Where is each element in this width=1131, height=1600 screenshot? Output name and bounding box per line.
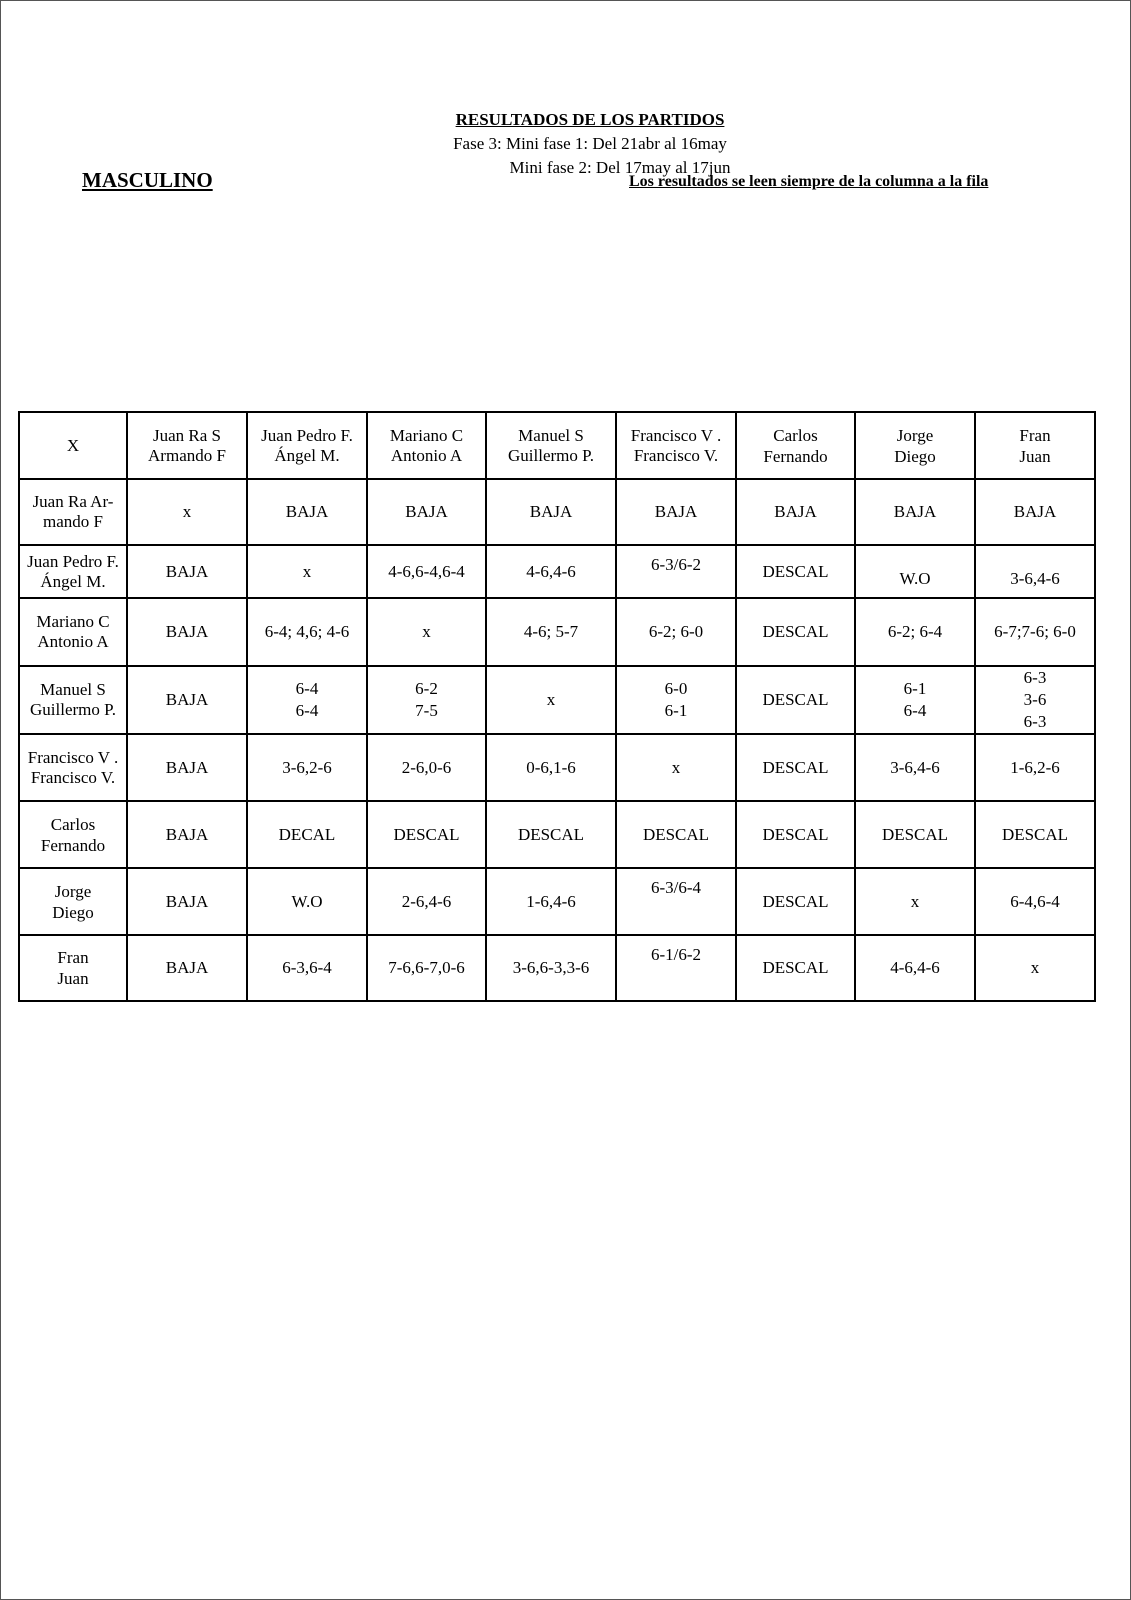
result-cell: DESCAL: [855, 801, 975, 868]
result-cell: DESCAL: [736, 868, 855, 935]
table-row: [19, 545, 1095, 598]
table-row: [19, 666, 1095, 734]
result-cell: DESCAL: [616, 801, 736, 868]
result-cell: 4-6; 5-7: [486, 598, 616, 666]
result-cell: BAJA: [127, 801, 247, 868]
result-cell: x: [486, 666, 616, 734]
result-cell: BAJA: [855, 479, 975, 545]
result-cell: 4-6,4-6: [855, 935, 975, 1001]
result-cell: DESCAL: [486, 801, 616, 868]
result-cell: x: [127, 479, 247, 545]
category-label: MASCULINO: [82, 168, 213, 192]
result-cell: 3-6,4-6: [975, 545, 1095, 598]
result-cell: 6-3/6-4: [616, 868, 736, 935]
phase-line-2: Mini fase 2: Del 17may al 17jun: [509, 158, 731, 177]
result-cell: BAJA: [736, 479, 855, 545]
result-cell: 3-6,2-6: [247, 734, 367, 801]
result-cell: BAJA: [616, 479, 736, 545]
result-cell: DESCAL: [736, 545, 855, 598]
result-cell: BAJA: [247, 479, 367, 545]
table-row: [19, 868, 1095, 935]
result-cell: W.O: [855, 545, 975, 598]
result-cell: 1-6,2-6: [975, 734, 1095, 801]
result-cell: DESCAL: [736, 935, 855, 1001]
result-cell: 6-0 6-1: [616, 666, 736, 734]
result-cell: DECAL: [247, 801, 367, 868]
row-header: Francisco V . Francisco V.: [19, 734, 127, 801]
result-cell: BAJA: [975, 479, 1095, 545]
results-table: [18, 411, 1096, 1002]
header-row: [19, 412, 1095, 479]
result-cell: BAJA: [367, 479, 486, 545]
result-cell: 6-2 7-5: [367, 666, 486, 734]
row-header: Manuel S Guillermo P.: [19, 666, 127, 734]
result-cell: BAJA: [127, 598, 247, 666]
result-cell: W.O: [247, 868, 367, 935]
result-cell: DESCAL: [736, 666, 855, 734]
corner-cell: X: [19, 412, 127, 479]
result-cell: 4-6,6-4,6-4: [367, 545, 486, 598]
result-cell: DESCAL: [736, 734, 855, 801]
document-title: RESULTADOS DE LOS PARTIDOS: [455, 110, 725, 129]
column-header: Manuel S Guillermo P.: [486, 412, 616, 479]
result-cell: 4-6,4-6: [486, 545, 616, 598]
row-header: Juan Pedro F. Ángel M.: [19, 545, 127, 598]
result-cell: 6-4; 4,6; 4-6: [247, 598, 367, 666]
column-header: Carlos Fernando: [736, 412, 855, 479]
result-cell: 6-3,6-4: [247, 935, 367, 1001]
result-cell: x: [975, 935, 1095, 1001]
column-header: Jorge Diego: [855, 412, 975, 479]
column-header: Juan Pedro F. Ángel M.: [247, 412, 367, 479]
table-row: [19, 734, 1095, 801]
result-cell: x: [247, 545, 367, 598]
row-header: Fran Juan: [19, 935, 127, 1001]
row-header: Mariano C Antonio A: [19, 598, 127, 666]
result-cell: 2-6,4-6: [367, 868, 486, 935]
result-cell: BAJA: [127, 545, 247, 598]
table-row: [19, 801, 1095, 868]
row-header: Juan Ra Ar- mando F: [19, 479, 127, 545]
table-row: [19, 935, 1095, 1001]
result-cell: BAJA: [127, 666, 247, 734]
result-cell: 6-4 6-4: [247, 666, 367, 734]
result-cell: 6-3/6-2: [616, 545, 736, 598]
result-cell: DESCAL: [975, 801, 1095, 868]
result-cell: x: [855, 868, 975, 935]
result-cell: 6-1/6-2: [616, 935, 736, 1001]
result-cell: DESCAL: [736, 598, 855, 666]
row-header: Carlos Fernando: [19, 801, 127, 868]
result-cell: 6-2; 6-4: [855, 598, 975, 666]
result-cell: 3-6,6-3,3-6: [486, 935, 616, 1001]
result-cell: 6-7;7-6; 6-0: [975, 598, 1095, 666]
row-header: Jorge Diego: [19, 868, 127, 935]
result-cell: BAJA: [127, 734, 247, 801]
result-cell: 6-1 6-4: [855, 666, 975, 734]
column-header: Francisco V . Francisco V.: [616, 412, 736, 479]
column-header: Mariano C Antonio A: [367, 412, 486, 479]
result-cell: 6-3 3-6 6-3: [975, 666, 1095, 734]
phase-line-1: Fase 3: Mini fase 1: Del 21abr al 16may: [453, 134, 727, 153]
result-cell: 7-6,6-7,0-6: [367, 935, 486, 1001]
result-cell: 0-6,1-6: [486, 734, 616, 801]
result-cell: 6-4,6-4: [975, 868, 1095, 935]
result-cell: 1-6,4-6: [486, 868, 616, 935]
table-row: [19, 479, 1095, 545]
result-cell: BAJA: [127, 935, 247, 1001]
result-cell: x: [367, 598, 486, 666]
column-header: Fran Juan: [975, 412, 1095, 479]
result-cell: BAJA: [486, 479, 616, 545]
table-row: [19, 598, 1095, 666]
result-cell: BAJA: [127, 868, 247, 935]
result-cell: x: [616, 734, 736, 801]
result-cell: 3-6,4-6: [855, 734, 975, 801]
result-cell: DESCAL: [736, 801, 855, 868]
reading-note: Los resultados se leen siempre de la columna a la fila: [629, 173, 989, 190]
results-heading: [400, 108, 780, 180]
result-cell: 6-2; 6-0: [616, 598, 736, 666]
column-header: Juan Ra S Armando F: [127, 412, 247, 479]
result-cell: 2-6,0-6: [367, 734, 486, 801]
result-cell: DESCAL: [367, 801, 486, 868]
